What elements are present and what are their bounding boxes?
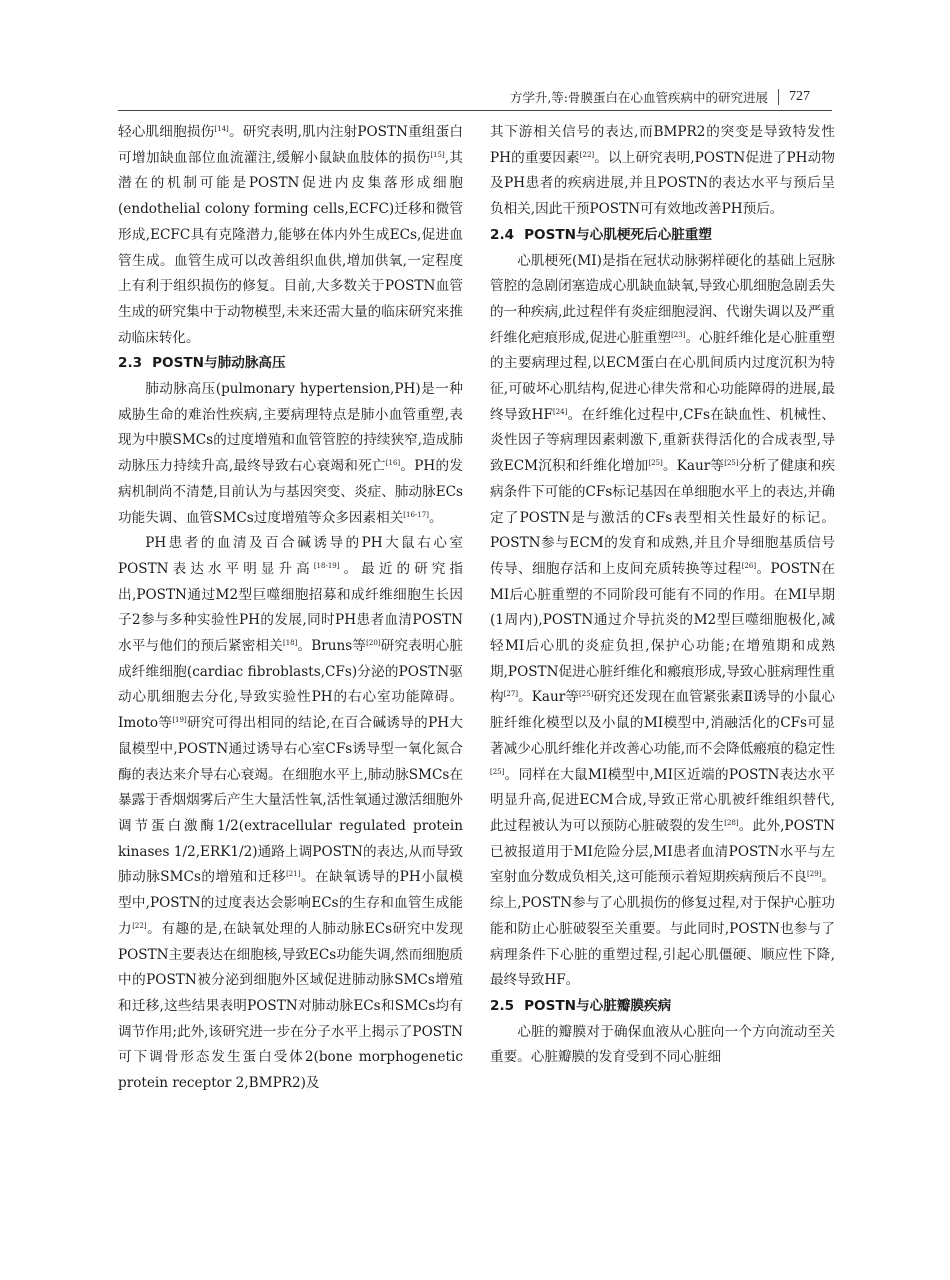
- paragraph: [118, 377, 463, 531]
- citation: [27]: [503, 690, 519, 699]
- text-span: 研究还发现在血管紧张素Ⅱ诱导的小鼠心脏纤维化模型以及小鼠的MI模型中,消融活化的CFs可显著减少心肌纤维化并改善心功能,而不会降低瘢痕的稳定性: [490, 689, 835, 757]
- section-heading-2-5: [490, 994, 835, 1020]
- running-header: [510, 88, 810, 106]
- text-span: 。综上,POSTN参与了心肌损伤的修复过程,对于保护心脏功能和防止心脏破裂至关重要。与此同时,POSTN也参与了病理条件下心脏的重塑过程,引起心肌僵硬、顺应性下降,最终导致HF。: [490, 869, 835, 989]
- text-span: 。Bruns等: [297, 638, 367, 655]
- paragraph: [490, 249, 835, 994]
- text-span: 。有趣的是,在缺氧处理的人肺动脉ECs研究中发现POSTN主要表达在细胞核,导致ECs功能失调,然而细胞质中的POSTN被分泌到细胞外区域促进肺动脉SMCs增殖和迁移,这些结果表明POSTN对肺动脉ECs和SMCs均有调节作用;此外,该研究进一步在分子水平上揭示了POSTN可下调骨形态发生蛋白受体2(bone morphogenetic protein receptor 2,BMPR2)及: [118, 920, 463, 1092]
- paragraph: [118, 531, 463, 1096]
- text-span: 。Kaur等: [518, 689, 580, 706]
- section-title: POSTN与心脏瓣膜疾病: [524, 997, 672, 1014]
- text-span: 。Kaur等: [662, 458, 725, 475]
- citation: [23]: [671, 330, 686, 339]
- header-separator: [778, 89, 779, 105]
- section-heading-2-4: [490, 223, 835, 249]
- text-span: 分析了健康和疾病条件下可能的CFs标记基因在单细胞水平上的表达,并确定了POSTN是与激活的CFs表型相关性最好的标记。POSTN参与ECM的发育和成熟,并且介导细胞基质信号传导、细胞存活和上皮间充质转换等过程: [490, 458, 835, 577]
- citation: [16]: [385, 459, 401, 468]
- section-title: POSTN与心肌梗死后心脏重塑: [524, 226, 712, 243]
- paragraph: [490, 120, 835, 223]
- text-span: 心脏的瓣膜对于确保血液从心脏向一个方向流动至关重要。心脏瓣膜的发育受到不同心脏细: [490, 1023, 835, 1066]
- header-rule: [118, 110, 832, 111]
- citation: [25]: [579, 690, 594, 699]
- text-span: 研究可得出相同的结论,在百合碱诱导的PH大鼠模型中,POSTN通过诱导右心室CFs诱导型一氧化氮合酶的表达来介导右心衰竭。在细胞水平上,肺动脉SMCs在暴露于香烟烟雾后产生大量活性氧,活性氧通过激活细胞外调节蛋白激酶1/2(extracellular regulated protein kinases 1/2,ERK1/2)通路上调POSTN的表达,从而导致肺动脉SMCs的增殖和迁移: [118, 715, 463, 886]
- citation: [16-17]: [403, 510, 429, 519]
- citation: [28]: [724, 818, 739, 827]
- text-span: 其下游相关信号的表达,而BMPR2的突变是导致特发性PH的重要因素: [490, 124, 835, 166]
- text-span: 。心脏纤维化是心脏重塑的主要病理过程,以ECM蛋白在心肌间质内过度沉积为特征,可破坏心肌结构,促进心律失常和心功能障碍的进展,最终导致HF: [490, 329, 835, 423]
- citation: [18]: [282, 639, 298, 648]
- paragraph: [118, 120, 463, 351]
- paragraph: [490, 1020, 835, 1071]
- citation: [18-19]: [313, 561, 340, 570]
- text-span: ,其潜在的机制可能是POSTN促进内皮集落形成细胞(endothelial colony forming cells,ECFC)迁移和微管形成,ECFC具有克隆潜力,能够在体内外生成ECs,促进血管生成。血管生成可以改善组织血供,增加供氧,一定程度上有利于组织损伤的修复。目前,大多数关于POSTN血管生成的研究集中于动物模型,未来还需大量的临床研究来推动临床转化。: [118, 149, 463, 346]
- section-number: 2.4: [490, 226, 515, 243]
- citation: [22]: [579, 150, 595, 159]
- text-span: 。: [428, 509, 443, 526]
- citation: [26]: [741, 561, 757, 570]
- text-span: 研究表明心脏成纤维细胞(cardiac fibroblasts,CFs)分泌的POSTN驱动心肌细胞去分化,导致实验性PH的右心室功能障碍。Imoto等: [118, 638, 463, 732]
- left-column: [118, 120, 463, 1270]
- text-span: 轻心肌细胞损伤: [118, 124, 215, 140]
- citation: [15]: [430, 150, 445, 159]
- text-span: 。最近的研究指出,POSTN通过M2型巨噬细胞招募和成纤维细胞生长因子2参与多种实验性PH的发展,同时PH患者血清POSTN水平与他们的预后紧密相关: [118, 560, 463, 655]
- citation: [21]: [286, 870, 301, 879]
- citation: [20]: [366, 639, 381, 648]
- text-span: 。以上研究表明,POSTN促进了PH动物及PH患者的疾病进展,并且POSTN的表达水平与预后呈负相关,因此干预POSTN可有效地改善PH预后。: [490, 149, 835, 218]
- citation: [22]: [132, 921, 147, 930]
- text-span: 。研究表明,肌内注射POSTN重组蛋白可增加缺血部位血流灌注,缓解小鼠缺血肢体的损伤: [118, 124, 463, 166]
- text-span: 。此外,POSTN已被报道用于MI危险分层,MI患者血清POSTN水平与左室射血分数成负相关,这可能预示着短期疾病预后不良: [490, 817, 835, 886]
- section-number: 2.3: [118, 355, 143, 372]
- citation: [25]: [724, 459, 739, 468]
- text-span: 肺动脉高压(pulmonary hypertension,PH)是一种威胁生命的难治性疾病,主要病理特点是肺小血管重塑,表现为中膜SMCs的过度增殖和血管管腔的持续狭窄,造成肺动脉压力持续升高,最终导致右心衰竭和死亡: [118, 381, 463, 475]
- section-title: POSTN与肺动脉高压: [152, 355, 286, 372]
- citation: [25]: [648, 459, 663, 468]
- text-span: 。PH的发病机制尚不清楚,目前认为与基因突变、炎症、肺动脉ECs功能失调、血管SMCs过度增殖等众多因素相关: [118, 458, 463, 526]
- text-span: 心肌梗死(MI)是指在冠状动脉粥样硬化的基础上冠脉管腔的急剧闭塞造成心肌缺血缺氧,导致心肌细胞急剧丢失的一种疾病,此过程伴有炎症细胞浸润、代谢失调以及严重纤维化疤痕形成,促进心脏重塑: [490, 252, 835, 346]
- text-span: PH患者的血清及百合碱诱导的PH大鼠右心室POSTN表达水平明显升高: [118, 535, 463, 577]
- citation: [14]: [214, 125, 229, 133]
- text-span: 。在纤维化过程中,CFs在缺血性、机械性、炎性因子等病理因素刺激下,重新获得活化的合成表型,导致ECM沉积和纤维化增加: [490, 406, 835, 475]
- citation: [29]: [807, 870, 822, 879]
- citation: [25]: [490, 767, 505, 776]
- running-title: 方学升,等:骨膜蛋白在心血管疾病中的研究进展: [509, 90, 768, 105]
- citation: [19]: [172, 716, 187, 725]
- section-heading-2-3: [118, 351, 463, 377]
- section-number: 2.5: [490, 997, 515, 1014]
- right-column: [490, 120, 835, 1270]
- citation: [24]: [552, 407, 568, 416]
- page-number: 727: [789, 89, 810, 104]
- text-span: 。POSTN在MI后心脏重塑的不同阶段可能有不同的作用。在MI早期(1周内),POSTN通过介导抗炎的M2型巨噬细胞极化,减轻MI后心肌的炎症负担,保护心功能;在增殖期和成熟期,POSTN促进心脏纤维化和瘢痕形成,导致心脏病理性重构: [490, 560, 835, 706]
- text-span: 。在缺氧诱导的PH小鼠模型中,POSTN的过度表达会影响ECs的生存和血管生成能力: [118, 869, 463, 937]
- text-span: 。同样在大鼠MI模型中,MI区近端的POSTN表达水平明显升高,促进ECM合成,导致正常心肌被纤维组织替代,此过程被认为可以预防心脏破裂的发生: [490, 766, 835, 834]
